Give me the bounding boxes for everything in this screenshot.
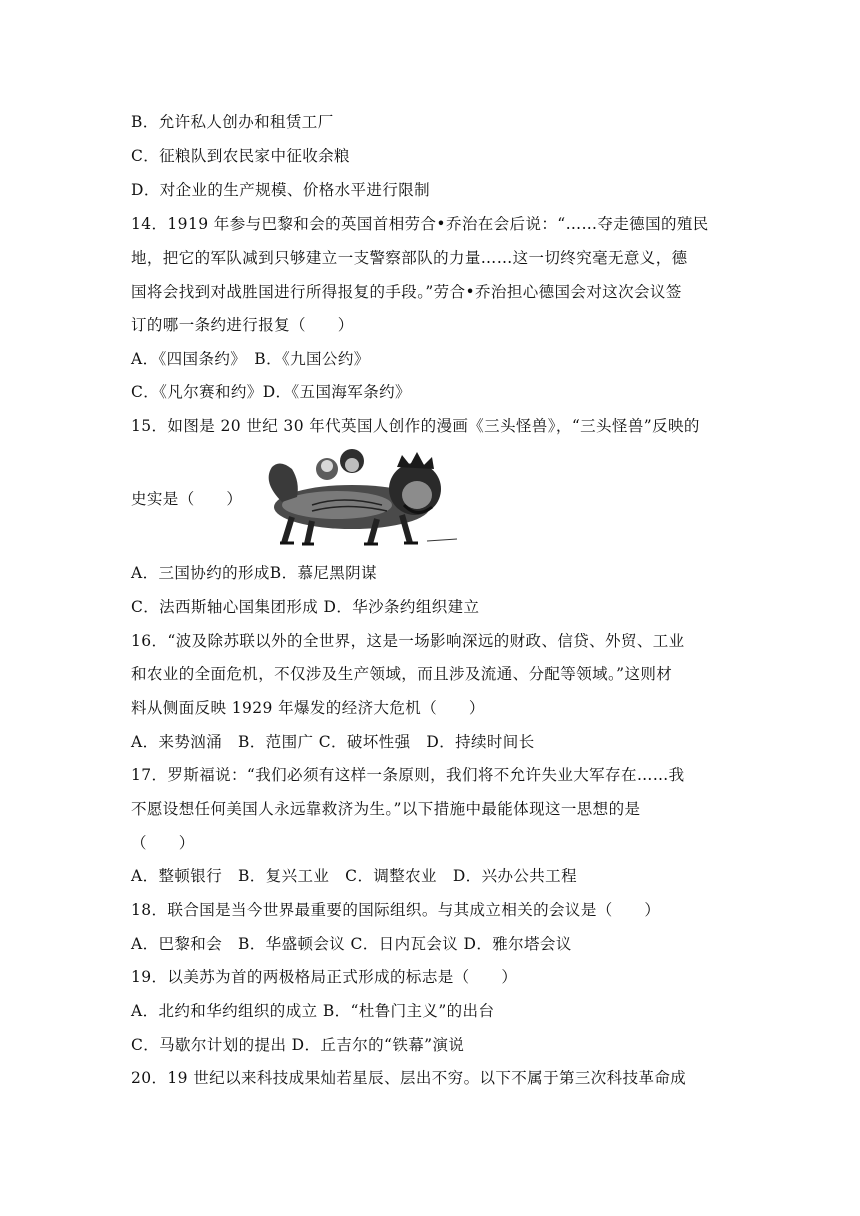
q19-options-ab: A．北约和华约组织的成立 B．“杜鲁门主义”的出台 xyxy=(131,1002,495,1020)
q17-stem-line-1: 17．罗斯福说：“我们必须有这样一条原则，我们将不允许失业大军存在……我 xyxy=(131,766,685,784)
q14-options-cd: C．《凡尔赛和约》D．《五国海军条约》 xyxy=(131,383,411,401)
q15-stem-line-2: 史实是（ ） xyxy=(131,490,243,508)
q19-options-cd: C．马歇尔计划的提出 D．丘吉尔的“铁幕”演说 xyxy=(131,1036,465,1054)
q16-options: A．来势汹涌 B．范围广 C．破坏性强 D．持续时间长 xyxy=(131,733,535,751)
q14-stem-line-3: 国将会找到对战胜国进行所得报复的手段。”劳合•乔治担心德国会对这次会议签 xyxy=(131,283,682,301)
q13-option-c: C．征粮队到农民家中征收余粮 xyxy=(131,147,350,165)
q15-options-cd: C．法西斯轴心国集团形成 D．华沙条约组织建立 xyxy=(131,598,480,616)
q20-stem-line-1: 20．19 世纪以来科技成果灿若星辰、层出不穷。以下不属于第三次科技革命成 xyxy=(131,1069,687,1087)
q16-stem-line-1: 16．“波及除苏联以外的全世界，这是一场影响深远的财政、信贷、外贸、工业 xyxy=(131,632,685,650)
q17-stem-line-2: 不愿设想任何美国人永远靠救济为生。”以下措施中最能体现这一思想的是 xyxy=(131,800,641,818)
q14-stem-line-1: 14．1919 年参与巴黎和会的英国首相劳合•乔治在会后说：“……夺走德国的殖民 xyxy=(131,215,709,233)
three-headed-monster-cartoon xyxy=(252,447,462,547)
q13-option-b: B．允许私人创办和租赁工厂 xyxy=(131,113,334,131)
q17-options: A．整顿银行 B．复兴工业 C．调整农业 D．兴办公共工程 xyxy=(131,867,577,885)
q14-options-ab: A．《四国条约》 B．《九国公约》 xyxy=(131,350,370,368)
q15-options-ab: A．三国协约的形成B．慕尼黑阴谋 xyxy=(131,564,377,582)
q19-stem: 19．以美苏为首的两极格局正式形成的标志是（ ） xyxy=(131,968,518,986)
q15-stem-line-1: 15．如图是 20 世纪 30 年代英国人创作的漫画《三头怪兽》，“三头怪兽”反映的 xyxy=(131,417,700,435)
q16-stem-line-2: 和农业的全面危机，不仅涉及生产领域，而且涉及流通、分配等领域。”这则材 xyxy=(131,665,673,683)
q14-stem-line-4: 订的哪一条约进行报复（ ） xyxy=(131,316,354,334)
q18-options: A．巴黎和会 B．华盛顿会议 C．日内瓦会议 D．雅尔塔会议 xyxy=(131,935,572,953)
q16-stem-line-3: 料从侧面反映 1929 年爆发的经济大危机（ ） xyxy=(131,699,485,717)
q14-stem-line-2: 地，把它的军队减到只够建立一支警察部队的力量……这一切终究毫无意义，德 xyxy=(131,249,688,267)
q17-stem-line-3: （ ） xyxy=(131,834,195,852)
q18-stem: 18．联合国是当今世界最重要的国际组织。与其成立相关的会议是（ ） xyxy=(131,901,661,919)
q13-option-d: D．对企业的生产规模、价格水平进行限制 xyxy=(131,181,431,199)
